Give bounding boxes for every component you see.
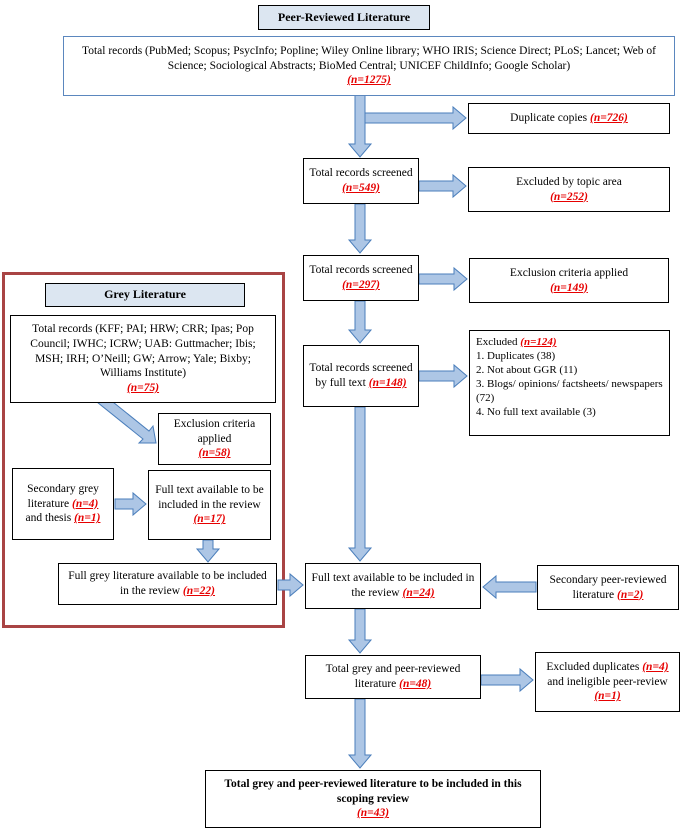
- arrow-secondarypeer-to-included24: [483, 576, 536, 598]
- box-secondary-grey-literature: [12, 468, 114, 540]
- box-secondary-peer-reviewed: [537, 565, 679, 610]
- arrow-branch-duplicates: [365, 107, 466, 129]
- box-text: Secondary peer-reviewed literature: [549, 573, 667, 601]
- box-total-grey-peer-48: [305, 655, 481, 699]
- box-text: Total records screened: [309, 264, 413, 277]
- arrow-fulltext17-to-fullgrey22: [197, 540, 219, 562]
- count-n148: (n=148): [368, 377, 407, 389]
- count-n2: (n=2): [617, 588, 644, 601]
- box-records-screened-549: [303, 158, 419, 204]
- box-text: and thesis: [25, 512, 75, 525]
- count-n22: (n=22): [182, 585, 216, 597]
- count-n297: (n=297): [342, 279, 380, 291]
- box-text: Total grey and peer-reviewed literature: [325, 663, 461, 690]
- arrow-screened1-to-topic: [419, 175, 466, 197]
- box-text: Secondary grey literature: [27, 482, 99, 510]
- box-text: and ineligible peer-review: [547, 675, 668, 688]
- box-text: Excluded duplicates: [546, 660, 643, 673]
- arrow-total48-to-excludeddup: [481, 669, 533, 691]
- box-text: Total records screened: [309, 167, 413, 180]
- count-n149: (n=149): [550, 281, 588, 294]
- box-total-records-grey: [10, 315, 276, 403]
- box-text: Exclusion criteria applied: [173, 417, 256, 445]
- box-duplicate-copies: [468, 103, 670, 134]
- count-n726: (n=726): [589, 112, 628, 125]
- box-text: Exclusion criteria applied: [509, 266, 629, 279]
- box-fulltext-included-24: [305, 563, 481, 609]
- arrow-total-to-screened1: [349, 95, 371, 157]
- count-n1-ineligible: (n=1): [594, 690, 621, 703]
- box-text: Duplicate copies: [510, 112, 590, 125]
- count-n48: (n=48): [399, 678, 432, 690]
- peer-reviewed-header: [258, 5, 430, 30]
- box-text: Total records screened by full text: [309, 362, 413, 389]
- count-n4-dup: (n=4): [642, 660, 669, 673]
- grey-literature-header: [45, 283, 245, 307]
- box-records-screened-297: [303, 255, 419, 301]
- arrow-total48-to-final: [349, 699, 371, 768]
- box-full-grey-included-22: [58, 563, 277, 605]
- count-n43: (n=43): [356, 807, 390, 820]
- arrow-fullgrey22-to-included24: [278, 574, 303, 596]
- excluded-item: 1. Duplicates (38): [476, 350, 556, 363]
- box-exclusion-criteria-58: [158, 413, 271, 465]
- arrow-fulltext-to-included24: [349, 407, 371, 561]
- arrow-included24-to-total48: [349, 609, 371, 653]
- peer-header-label: Peer-Reviewed Literature: [277, 9, 411, 24]
- box-final-included-43: [205, 770, 541, 828]
- box-text: Full text available to be included in the review: [155, 483, 264, 511]
- box-text: Full text available to be included in the review: [311, 572, 475, 599]
- count-n58: (n=58): [198, 447, 231, 460]
- excluded-item: 3. Blogs/ opinions/ factsheets/ newspapers (72): [476, 378, 663, 405]
- box-excluded-reasons: [469, 330, 670, 436]
- box-text: Total grey and peer-reviewed literature to be included in this scoping review: [224, 777, 522, 805]
- box-text: Total records (PubMed; Scopus; PsycInfo; Popline; Wiley Online library; WHO IRIS; Science Direct; PLoS; Lancet; Web of Science; Sociological Abstracts; BioMed Central; UNICEF ChildInfo; Google Scholar): [82, 44, 656, 72]
- arrow-greysecondary-to-fulltext17: [115, 493, 146, 515]
- box-text: Full grey literature available to be included in the review: [68, 570, 267, 597]
- count-n252: (n=252): [550, 190, 588, 203]
- count-n24: (n=24): [402, 587, 435, 599]
- count-n1275: (n=1275): [347, 74, 391, 87]
- arrow-screened2-to-criteria: [419, 268, 467, 290]
- count-n75: (n=75): [126, 382, 160, 395]
- box-text: Total records (KFF; PAI; HRW; CRR; Ipas; Pop Council; IWHC; ICRW; UAB: Guttmacher; Ibis; MSH; IRH; O’Neill; GW; Arrow; Yale; Bixby; Williams Institute): [30, 323, 256, 380]
- box-fulltext-included-17: [148, 470, 271, 540]
- box-records-screened-fulltext-148: [303, 345, 419, 407]
- count-n4-grey: (n=4): [72, 497, 99, 510]
- box-text: Excluded: [476, 336, 521, 348]
- count-n549: (n=549): [342, 182, 380, 194]
- arrow-screened1-to-screened2: [349, 204, 371, 253]
- grey-header-label: Grey Literature: [104, 287, 186, 302]
- box-excluded-topic-area: [468, 167, 670, 212]
- count-n1-thesis: (n=1): [74, 512, 101, 525]
- box-total-records-peer: [63, 36, 675, 96]
- excluded-item: 4. No full text available (3): [476, 406, 596, 419]
- box-text: Excluded by topic area: [516, 175, 622, 188]
- excluded-item: 2. Not about GGR (11): [476, 364, 578, 377]
- count-n124: (n=124): [520, 336, 557, 348]
- box-excluded-duplicates-ineligible: [535, 652, 680, 712]
- arrow-fulltext-to-excluded: [419, 365, 467, 387]
- arrow-screened2-to-fulltext: [349, 301, 371, 343]
- box-exclusion-criteria-149: [469, 258, 669, 303]
- count-n17: (n=17): [193, 513, 226, 526]
